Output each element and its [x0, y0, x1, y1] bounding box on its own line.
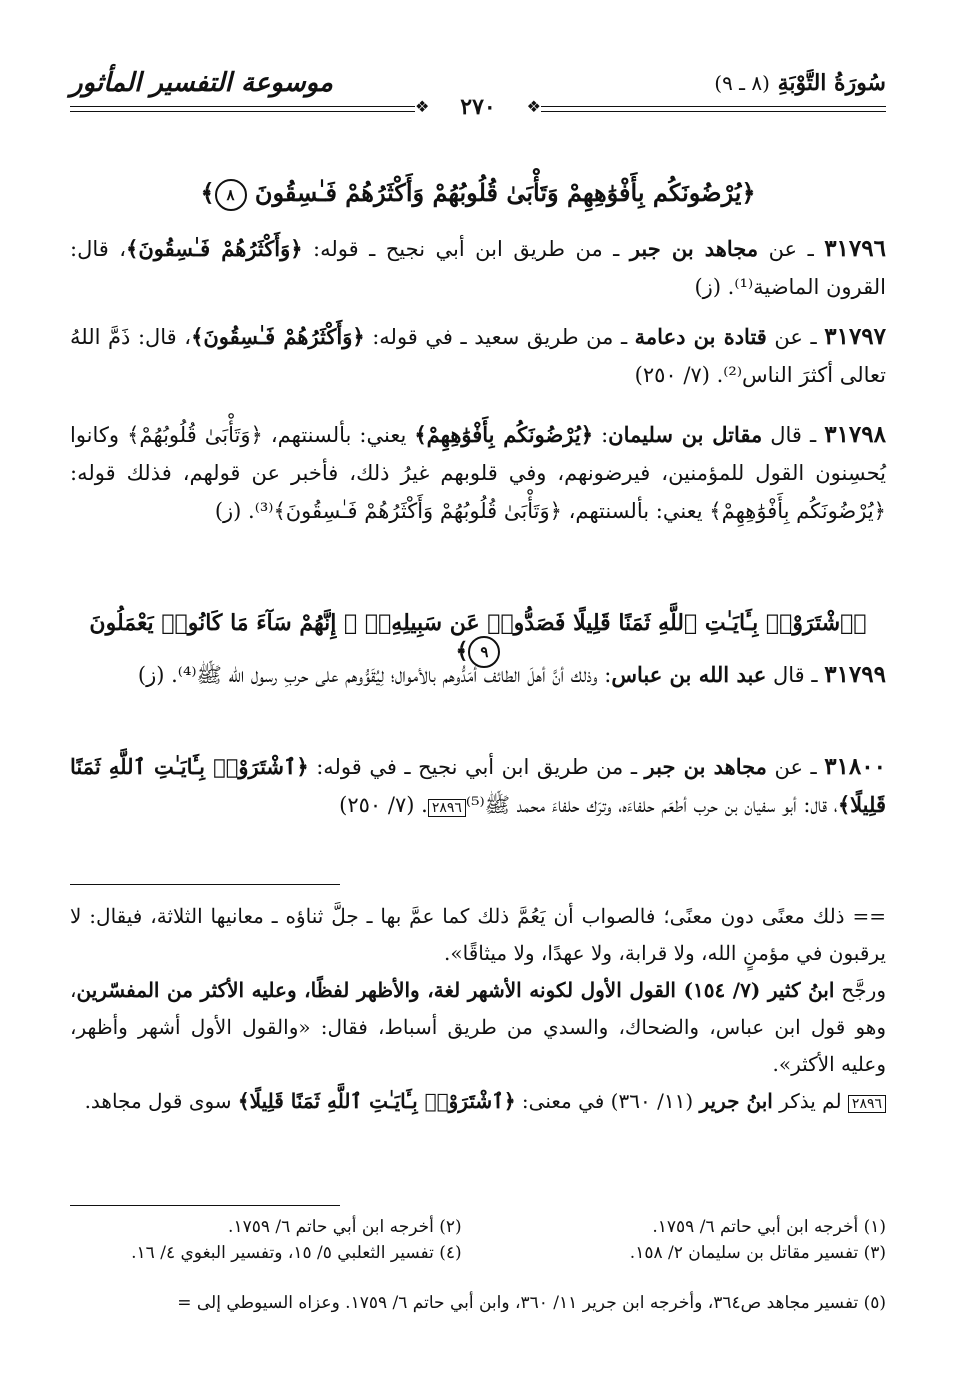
hadith-entry [70, 416, 886, 530]
entry-tail-2: . (٧/ ٢٥٠) [339, 793, 428, 817]
quran-quote: ﴿وَأَكْثَرُهُمْ فَـٰسِقُونَ﴾ [191, 324, 365, 349]
note-paragraph [70, 972, 886, 1083]
ornament-icon: ❖ [526, 97, 541, 116]
surah-name: سُورَةُ التَّوْبَةِ [777, 70, 886, 96]
verse-number: ٨ [215, 179, 247, 211]
footnote-row [70, 1240, 886, 1266]
header-rule [541, 106, 886, 107]
entry-number: ٣١٧٩٦ [824, 235, 886, 262]
header-rule [70, 111, 415, 112]
verse-number: ٩ [468, 636, 500, 668]
footnote: (٣) تفسير مقاتل بن سليمان ٢/ ١٥٨. [629, 1243, 886, 1263]
surah-title [714, 70, 886, 96]
entry-text: ـ من طريق سعيد ـ في قوله: [364, 325, 635, 349]
entry-number: ٣١٧٩٩ [824, 661, 886, 688]
header-rule [70, 106, 415, 107]
note-text: (٧/ ١٥٤) القول الأول لكونه الأشهر لغة، والأظهر لفظًا، وعليه الأكثر من المفسّرين [76, 978, 768, 1002]
entry-text: ـ من طريق ابن أبي نجيح ـ قوله: [302, 237, 630, 261]
footnote: (١) أخرجه ابن أبي حاتم ٦/ ١٧٥٩. [652, 1217, 886, 1237]
note-paragraph: == ذلك معنًى دون معنًى؛ فالصواب أن يَعُمَّ ذلك كما عمَّ بها ـ جلَّ ثناؤه ـ معانيها الثلاثة، فيقال: لا يرقبون في مؤمنٍ الله، ولا قرابة، ولا عهدًا، ولا ميثاقًا». [70, 904, 886, 965]
narrator-name: مقاتل بن سليمان [608, 422, 763, 447]
quran-quote: ﴿يُرْضُونَكُم بِأَفْوَٰهِهِمْ﴾ [414, 422, 594, 447]
ornament-icon: ❖ [415, 97, 430, 116]
hadith-entry [70, 748, 886, 824]
entry-lead: ـ عن [766, 755, 825, 779]
narrator-name: مجاهد بن جبر [629, 236, 759, 261]
verse-close: ﴾ [455, 638, 469, 664]
page-number: ٢٧٠ [460, 94, 496, 120]
entry-lead: ـ قال [766, 663, 825, 687]
entry-text: : [593, 423, 609, 447]
verse-close: ﴾ [200, 178, 215, 207]
hadith-entry [70, 656, 886, 694]
entry-lead: ـ قال [762, 423, 825, 447]
hadith-entry [70, 230, 886, 306]
note-text: (١١/ ٣٦٠) في معنى: [515, 1089, 700, 1113]
footnote: (٥) تفسير مجاهد ص٣٦٤، وأخرجه ابن جرير ١١/ ٣٦٠، وابن أبي حاتم ٦/ ١٧٥٩. وعزاه السيوطي إلى = [177, 1293, 886, 1313]
entry-number: ٣١٧٩٨ [824, 421, 886, 448]
footnote-divider [70, 1205, 340, 1206]
quran-verse [70, 178, 886, 211]
cross-reference[interactable]: ٢٨٩٦ [428, 799, 466, 817]
entry-tail: يعني: بألسنتهم، ﴿وَتَأْبَىٰ قُلُوبُهُمْ﴾ وكانوا يُحسِنون القول للمؤمنين، فيرضونهم، وفي قلوبهم غيرُ ذلك، فأخبر عن قولهم، فذلك قوله: ﴿يُرْضُونَكُم بِأَفْوَٰهِهِمْ﴾ يعني: بألسنتهم، ﴿وَتَأْبَىٰ قُلُوبُهُمْ وَأَكْثَرُهُمْ فَـٰسِقُونَ﴾⁽³⁾. (ز) [70, 423, 886, 523]
page [70, 0, 886, 1395]
quran-quote: ﴿ٱشْتَرَوْا۟ بِـَٔايَـٰتِ ٱللَّهِ ثَمَنًا قَلِيلًا﴾ [70, 754, 886, 817]
entry-tail: ، قال: القرون الماضية⁽¹⁾. (ز) [70, 237, 886, 299]
footnote: (٤) تفسير الثعلبي ٥/ ١٥، وتفسير البغوي ٤/ ١٦. [131, 1243, 462, 1263]
verse-range: (٨ ـ ٩) [714, 71, 770, 95]
entry-number: ٣١٨٠٠ [824, 753, 886, 780]
verse-text: ﴿ٱشْتَرَوْا۟ بِـَٔايَـٰتِ ٱللَّهِ ثَمَنًا قَلِيلًا فَصَدُّوا۟ عَن سَبِيلِهِۦٓ ۚ إِنَّهُمْ سَآءَ مَا كَانُوا۟ يَعْمَلُونَ [89, 610, 867, 636]
footnote-row [70, 1214, 886, 1240]
entry-tail: ، قال: أبو سفيان بن حرب أطعَم حلفاءَه، وترَك حلفاءَ محمد ﷺ⁽⁵⁾ [465, 793, 838, 817]
scholar-name: ابنُ جرير [699, 1089, 773, 1113]
page-header [70, 66, 886, 126]
entry-text: : وذلك أنَّ أهلَ الطائف أمَدُّوهم بالأموال؛ لِيُقَوُّوهم على حربِ رسول الله ﷺ⁽⁴⁾. (ز) [137, 663, 612, 687]
note-text: ورجَّح [834, 978, 886, 1002]
narrator-name: عبد الله بن عباس [611, 662, 767, 687]
entry-number: ٣١٧٩٧ [824, 323, 887, 350]
note-text: سوى قول مجاهد. [84, 1089, 238, 1113]
verse-text: ﴿يُرْضُونَكُم بِأَفْوَٰهِهِمْ وَتَأْبَىٰ قُلُوبُهُمْ وَأَكْثَرُهُمْ فَـٰسِقُونَ [254, 178, 756, 207]
footnotes [70, 1214, 886, 1266]
note-paragraph [70, 1083, 886, 1120]
entry-lead: ـ عن [766, 325, 825, 349]
book-title: موسوعة التفسير المأثور [70, 68, 333, 98]
divider [70, 884, 340, 885]
entry-lead: ـ عن [758, 237, 825, 261]
narrator-name: مجاهد بن جبر [644, 754, 767, 779]
footnote: (٢) أخرجه ابن أبي حاتم ٦/ ١٧٥٩. [228, 1217, 462, 1237]
note-text: لم يذكر [772, 1089, 848, 1113]
cross-reference[interactable]: ٢٨٩٦ [848, 1095, 886, 1113]
entry-tail: ، قال: ذَمَّ اللهُ تعالى أكثرَ الناس⁽²⁾. (٧/ ٢٥٠) [70, 325, 886, 387]
entry-text: ـ من طريق ابن أبي نجيح ـ في قوله: [308, 755, 645, 779]
header-rule [541, 111, 886, 112]
note-text: ، وهو قول ابن عباس، والضحاك، والسدي من طريق أسباط، فقال: «والقول الأول أشهر وأظهر، وعليه الأكثر». [70, 978, 886, 1076]
commentary-notes [70, 898, 886, 1120]
narrator-name: قتادة بن دعامة [634, 324, 767, 349]
hadith-entry [70, 318, 886, 394]
quran-quote: ﴿وَأَكْثَرُهُمْ فَـٰسِقُونَ﴾ [126, 236, 303, 261]
scholar-name: ابنُ كثير [767, 978, 835, 1002]
quran-quote: ﴿ٱشْتَرَوْا۟ بِـَٔايَـٰتِ ٱللَّهِ ثَمَنًا قَلِيلًا﴾ [237, 1089, 516, 1113]
